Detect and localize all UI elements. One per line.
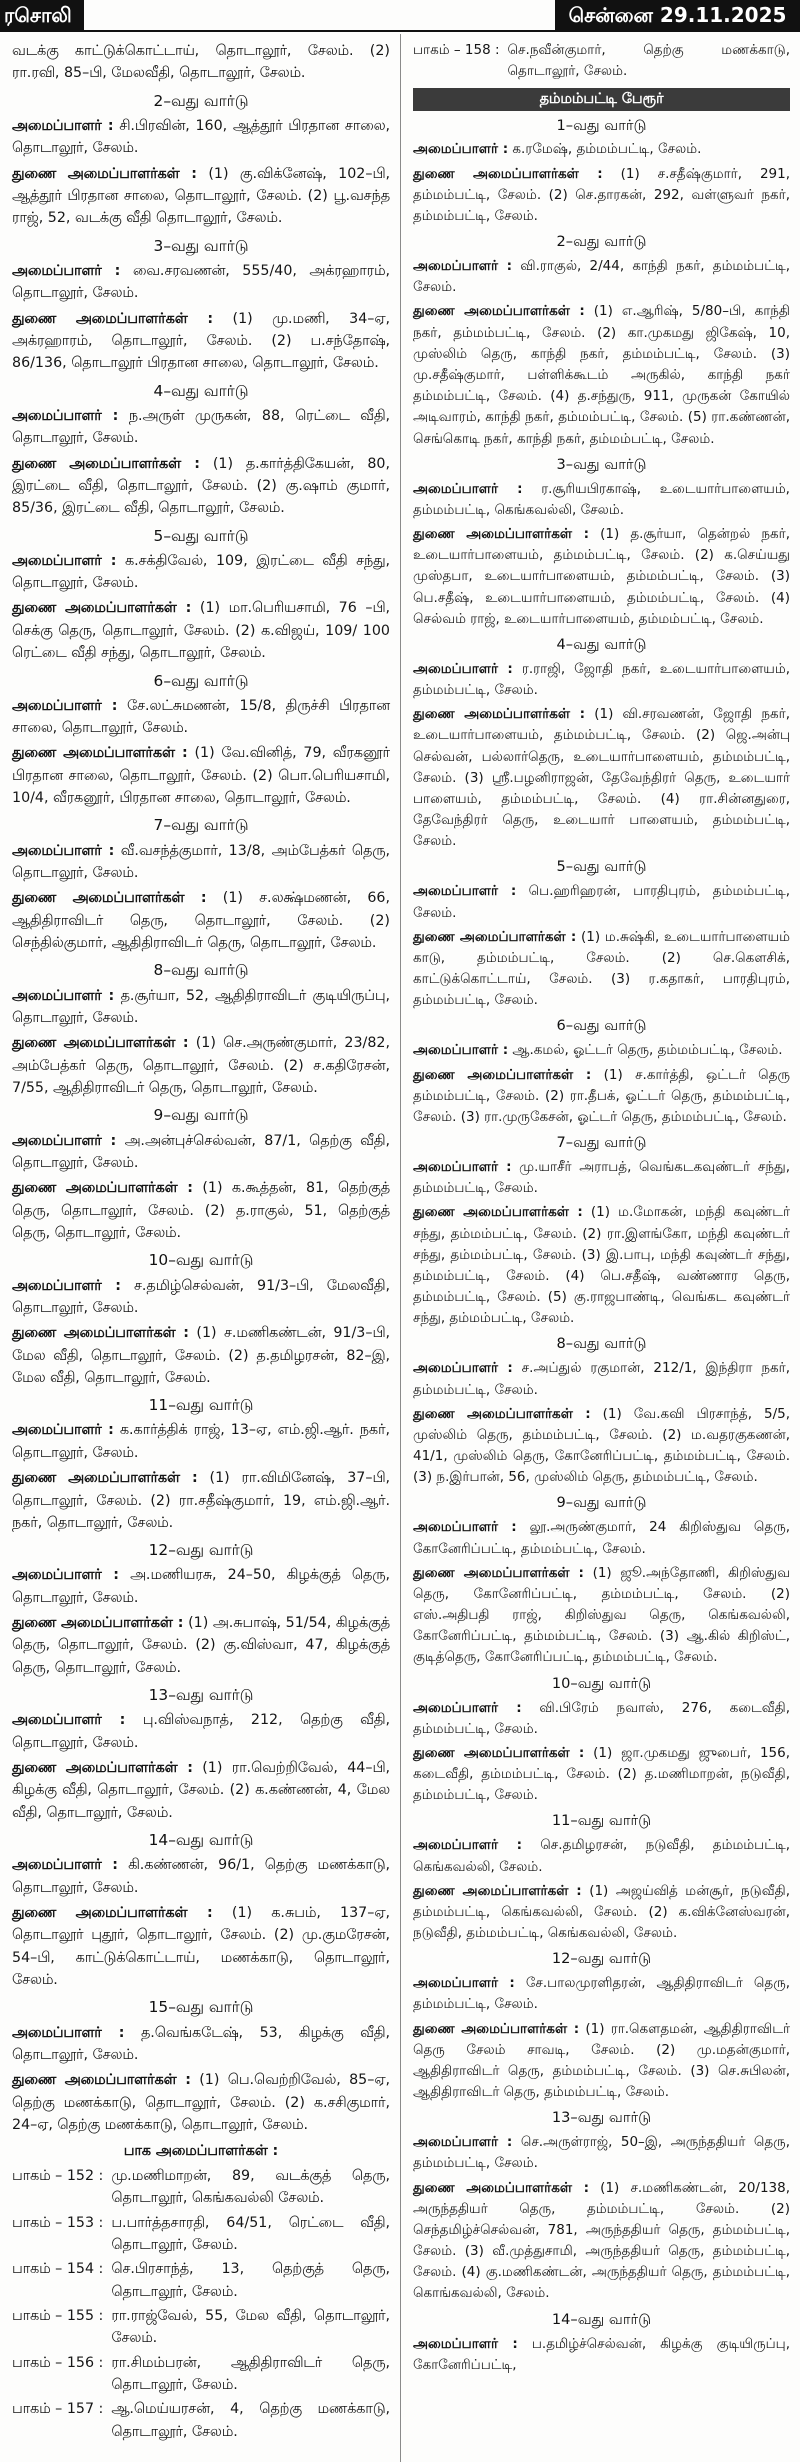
- deputies-details: (1) செ.அருண்குமார், 23/82, அம்பேத்கர் தெரு, தொடாலூர், சேலம். (2) ச.கதிரேசன், 7/55, ஆதிதிராவிடர் தெரு, தொடாலூர், சேலம்.: [12, 1035, 390, 1097]
- organiser-details: கி.கண்ணன், 96/1, தெற்கு மணக்காடு, தொடாலூர், சேலம்.: [12, 1857, 391, 1896]
- ward-section: [12, 379, 390, 520]
- deputies-details: (1) பெ.வெற்றிவேல், 85–ஏ, தெற்கு மணக்காடு, தொடாலூர், சேலம். (2) க.சசிகுமார், 24–ஏ, தெற்கு மணக்காடு, தொடாலூர், சேலம்.: [12, 2072, 390, 2134]
- organiser-label: அமைப்பாளர் :: [413, 660, 513, 677]
- organiser-entry: [12, 260, 390, 305]
- deputies-entry: [413, 1404, 790, 1489]
- organiser-entry: [413, 479, 790, 521]
- organiser-entry: [413, 1157, 790, 1199]
- ward-section: [413, 1810, 790, 1944]
- ward-heading: 14–வது வார்டு: [551, 2310, 652, 2328]
- deputies-label: துணை அமைப்பாளர்கள் :: [12, 310, 214, 327]
- ward-section: [413, 1333, 790, 1488]
- ward-section: [413, 1132, 790, 1329]
- ward-heading: 10–வது வார்டு: [551, 1674, 652, 1692]
- deputies-label: துணை அமைப்பாளர்கள் :: [12, 455, 200, 472]
- organiser-label: அமைப்பாளர் :: [413, 480, 523, 497]
- masthead-city-date: சென்னை 29.11.2025: [555, 0, 800, 30]
- ward-heading: 10–வது வார்டு: [148, 1251, 254, 1270]
- organiser-label: அமைப்பாளர் :: [12, 2024, 125, 2041]
- ward-heading: 9–வது வார்டு: [556, 1494, 647, 1512]
- ward-heading: 2–வது வார்டு: [153, 91, 249, 110]
- ward-heading: 12–வது வார்டு: [148, 1541, 254, 1560]
- organiser-details: வை.சரவணன், 555/40, அக்ரஹாரம், தொடாலூர், சேலம்.: [12, 262, 391, 302]
- deputies-label: துணை அமைப்பாளர்கள் :: [12, 2072, 191, 2089]
- deputies-details: (1) அஜய்வித் மன்சூர், நடுவீதி, தம்மம்பட்டி, கெங்கவல்லி, சேலம். (2) க.விக்னேஸ்வரன், நடுவீதி, தம்மம்பட்டி, கெங்கவல்லி, சேலம்.: [413, 1882, 790, 1942]
- deputies-label: துணை அமைப்பாளர்கள் :: [12, 745, 188, 762]
- organiser-label: அமைப்பாளர் :: [12, 842, 115, 859]
- booth-entry: [12, 2305, 390, 2350]
- organiser-label: அமைப்பாளர் :: [413, 2335, 518, 2352]
- booth-organisers-heading: பாக அமைப்பாளர்கள் :: [123, 2143, 279, 2160]
- organiser-entry: [413, 1358, 790, 1400]
- deputies-entry: [413, 1065, 790, 1129]
- deputies-entry: [12, 163, 390, 230]
- deputies-details: (1) ச.லக்ஷ்மணன், 66, ஆதிதிராவிடர் தெரு, தொடாலூர், சேலம். (2) செந்தில்குமார், ஆதிதிராவிடர் தெரு, தொடாலூர், சேலம்.: [12, 890, 390, 952]
- ward-section: [12, 813, 390, 954]
- deputies-label: துணை அமைப்பாளர்கள் :: [12, 165, 197, 182]
- deputies-label: துணை அமைப்பாளர்கள் :: [413, 2179, 590, 2196]
- organiser-details: ர.ராஜி, ஜோதி நகர், உடையார்பாளையம், தம்மம்பட்டி, சேலம்.: [413, 660, 791, 698]
- organiser-entry: [12, 695, 390, 740]
- organiser-label: அமைப்பாளர் :: [12, 552, 117, 569]
- section-title-bar: தம்மம்பட்டி பேரூர்: [413, 88, 790, 110]
- organiser-details: க.ரமேஷ், தம்மம்பட்டி, சேலம்.: [512, 141, 702, 158]
- deputies-details: (1) க.கூத்தன், 81, தெற்குத் தெரு, தொடாலூர், சேலம். (2) த.ராகுல், 51, தெற்குத் தெரு, தொடாலூர், சேலம்.: [12, 1180, 390, 1241]
- ward-section: [12, 89, 390, 230]
- ward-heading: 11–வது வார்டு: [551, 1812, 652, 1830]
- organiser-details: சே.லட்சுமணன், 15/8, திருச்சி பிரதான சாலை, தொடாலூர், சேலம்.: [12, 697, 390, 737]
- organiser-label: அமைப்பாளர் :: [12, 1567, 119, 1584]
- deputies-label: துணை அமைப்பாளர்கள் :: [12, 1325, 190, 1342]
- deputies-entry: [12, 742, 390, 809]
- deputies-details: (1) வே.வினித், 79, வீரகனூர் பிரதான சாலை, தொடாலூர், சேலம். (2) பொ.பெரியசாமி, 10/4, வீரகனூர், பிரதான சாலை, தொடாலூர், சேலம்.: [12, 745, 390, 807]
- booth-number: பாகம் – 152 :: [12, 2167, 104, 2184]
- organiser-label: அமைப்பாளர் :: [413, 1519, 517, 1536]
- deputies-label: துணை அமைப்பாளர்கள் :: [413, 303, 585, 320]
- deputies-label: துணை அமைப்பாளர்கள் :: [12, 1035, 189, 1052]
- booth-organiser-details: செ.நவீன்குமார், தெற்கு மணக்காடு, தொடாலூர், சேலம்.: [507, 42, 790, 80]
- organiser-entry: [413, 1973, 790, 2015]
- deputies-details: (1) க.சுபம், 137–ஏ, தொடாலூர் புதூர், தொடாலூர், சேலம். (2) மு.குமரேசன், 54–பி, காட்டுக்கொட்டாய், மணக்காடு, தொடாலூர், சேலம்.: [12, 1905, 390, 1989]
- organiser-entry: [12, 115, 390, 160]
- deputies-entry: [12, 1032, 390, 1099]
- deputies-entry: [413, 301, 790, 449]
- ward-section: [12, 1248, 390, 1389]
- booth-entry: [12, 2398, 390, 2443]
- organiser-details: பு.விஸ்வநாத், 212, தெற்கு வீதி, தொடாலூர், சேலம்.: [12, 1712, 391, 1751]
- ward-section: [12, 234, 390, 375]
- organiser-details: அ.மணியரசு, 24–50, கிழக்குத் தெரு, தொடாலூர், சேலம்.: [12, 1567, 390, 1606]
- organiser-label: அமைப்பாளர் :: [413, 2134, 513, 2151]
- organiser-label: அமைப்பாளர் :: [12, 117, 114, 134]
- deputies-label: துணை அமைப்பாளர்கள் :: [413, 165, 603, 182]
- deputies-entry: [12, 1757, 390, 1824]
- organiser-entry: [12, 1130, 390, 1175]
- organiser-entry: [12, 1419, 390, 1464]
- organiser-label: அமைப்பாளர் :: [413, 1042, 509, 1059]
- ward-section: [413, 2107, 790, 2304]
- organiser-entry: [12, 405, 390, 450]
- ward-heading: 5–வது வார்டு: [556, 858, 647, 876]
- organiser-label: அமைப்பாளர் :: [12, 1132, 117, 1149]
- deputies-label: துணை அமைப்பாளர்கள் :: [12, 1180, 193, 1197]
- continuation-text: வடக்கு காட்டுக்கொட்டாய், தொடாலூர், சேலம். (2) ரா.ரவி, 85–பி, மேலவீதி, தொடாலூர், சேலம்.: [12, 43, 390, 82]
- deputies-label: துணை அமைப்பாளர்கள் :: [413, 1066, 592, 1083]
- ward-heading: 15–வது வார்டு: [148, 1998, 254, 2017]
- deputies-details: (1) ஜூ.அந்தோணி, கிறிஸ்துவ தெரு, கோனேரிப்பட்டி, தம்மம்பட்டி, சேலம். (2) எஸ்.அதிபதி ராஜ், கிறிஸ்துவ தெரு, கெங்கவல்லி, கோனேரிப்பட்டி, தம்மம்பட்டி, சேலம். (3) ஆ.கில் கிறிஸ்ட், குடித்தெரு, கோனேரிப்பட்டி, தம்மம்பட்டி, சேலம்.: [413, 1564, 790, 1666]
- deputies-label: துணை அமைப்பாளர்கள் :: [413, 1882, 582, 1899]
- deputies-entry: [12, 887, 390, 954]
- deputies-entry: [12, 1177, 390, 1244]
- organiser-details: வி.ராகுல், 2/44, காந்தி நகர், தம்மம்பட்டி, சேலம்.: [413, 258, 790, 296]
- ward-heading: 13–வது வார்டு: [148, 1686, 254, 1705]
- left-booth-list: [12, 2165, 390, 2443]
- ward-section: [413, 2309, 790, 2376]
- deputies-entry: [413, 1881, 790, 1945]
- ward-heading: 2–வது வார்டு: [556, 233, 647, 251]
- organiser-label: அமைப்பாளர் :: [413, 1837, 523, 1854]
- ward-heading: 6–வது வார்டு: [153, 671, 249, 690]
- ward-section: [12, 1995, 390, 2136]
- ward-section: [413, 454, 790, 630]
- ward-heading: 12–வது வார்டு: [551, 1950, 652, 1968]
- ward-section: [413, 1673, 790, 1807]
- deputies-entry: [413, 164, 790, 228]
- organiser-label: அமைப்பாளர் :: [413, 258, 513, 275]
- deputies-label: துணை அமைப்பாளர்கள் :: [413, 928, 577, 945]
- deputies-details: (1) ச.சதீஷ்குமார், 291, தம்மம்பட்டி, சேலம். (2) செ.தாரகன், 292, வள்ளுவர் நகர், தம்மம்பட்டி, சேலம்.: [413, 165, 791, 224]
- right-ward-list: [413, 115, 790, 2376]
- organiser-entry: [12, 1275, 390, 1320]
- booth-number: பாகம் – 157 :: [12, 2401, 104, 2418]
- organiser-entry: [12, 985, 390, 1030]
- ward-heading: 9–வது வார்டு: [153, 1106, 249, 1125]
- deputies-details: (1) வி.சரவணன், ஜோதி நகர், உடையார்பாளையம், தம்மம்பட்டி, சேலம். (2) ஜெ.அன்பு செல்வன், பல்லார்தெரு, உடையார்பாளையம், தம்மம்பட்டி, சேலம். (3) ஸ்ரீ.பழனிராஜன், தேவேந்திரர் தெரு, உடையார் பாளையம், தம்மம்பட்டி, சேலம். (4) ரா.சின்னதுரை, தேவேந்திரர் தெரு, உடையார் பாளையம், தம்மம்பட்டி, சேலம்.: [413, 706, 791, 850]
- deputies-label: துணை அமைப்பாளர்கள் :: [12, 890, 207, 907]
- organiser-details: செ.தமிழரசன், நடுவீதி, தம்மம்பட்டி, கெங்கவல்லி, சேலம்.: [413, 1837, 790, 1875]
- deputies-entry: [12, 1467, 390, 1534]
- ward-section: [12, 669, 390, 810]
- organiser-label: அமைப்பாளர் :: [413, 1975, 515, 1992]
- organiser-label: அமைப்பாளர் :: [413, 1158, 512, 1175]
- right-booth-list: [413, 40, 790, 82]
- booth-entry: [12, 2258, 390, 2303]
- deputies-details: (1) த.சூர்யா, தென்றல் நகர், உடையார்பாளையம், தம்மம்பட்டி, சேலம். (2) க.செய்யது முஸ்தபா, உடையார்பாளையம், தம்மம்பட்டி, சேலம். (3) பெ.சதீஷ், உடையார்பாளையம், தம்மம்பட்டி, சேலம். (4) செல்வம் ராஜ், உடையார்பாளையம், தம்மம்பட்டி, சேலம்.: [413, 525, 790, 627]
- ward-section: [12, 958, 390, 1099]
- deputies-details: (1) ரா.விமினேஷ், 37–பி, தொடாலூர், சேலம். (2) ரா.சதீஷ்குமார், 19, எம்.ஜி.ஆர். நகர், தொடாலூர், சேலம்.: [12, 1470, 390, 1531]
- booth-number: பாகம் – 153 :: [12, 2214, 104, 2231]
- organiser-details: வீ.வசந்த்குமார், 13/8, அம்பேத்கர் தெரு, தொடாலூர், சேலம்.: [12, 842, 390, 881]
- organiser-entry: [413, 659, 790, 701]
- organiser-entry: [413, 1517, 790, 1559]
- organiser-entry: [413, 1040, 790, 1061]
- deputies-details: (1) எ.ஆரிஷ், 5/80–பி, காந்தி நகர், தம்மம்பட்டி, சேலம். (2) கா.முகமது ஜிகேஷ், 10, முஸ்லிம் தெரு, காந்தி நகர், தம்மம்பட்டி, சேலம். (3) மு.சதீஷ்குமார், பள்ளிக்கூடம் அருகில், காந்தி நகர் தம்மம்பட்டி, சேலம். (4) த.சந்துரு, 911, முருகன் கோயில் அடிவாரம், காந்தி நகர், தம்மம்பட்டி, சேலம். (5) ரா.கண்ணன், செங்கொடி நகர், காந்தி நகர், தம்மம்பட்டி, சேலம்.: [413, 303, 790, 447]
- organiser-details: க.கார்த்திக் ராஜ், 13–ஏ, எம்.ஜி.ஆர். நகர், தொடாலூர், சேலம்.: [12, 1422, 391, 1461]
- left-column: [0, 34, 400, 2462]
- ward-heading: 5–வது வார்டு: [153, 526, 249, 545]
- deputies-label: துணை அமைப்பாளர்கள் :: [413, 525, 589, 542]
- deputies-label: துணை அமைப்பாளர்கள் :: [12, 600, 192, 617]
- organiser-label: அமைப்பாளர் :: [413, 141, 509, 158]
- organiser-details: லூ.அருண்குமார், 24 கிறிஸ்துவ தெரு, கோனேரிப்பட்டி, தம்மம்பட்டி, சேலம்.: [413, 1519, 791, 1557]
- booth-organiser-details: மு.மணிமாறன், 89, வடக்குத் தெரு, தொடாலூர், கெங்கவல்லி சேலம்.: [111, 2167, 390, 2207]
- organiser-entry: [12, 1854, 390, 1899]
- organiser-label: அமைப்பாளர் :: [12, 1712, 126, 1729]
- ward-section: [413, 1948, 790, 2103]
- deputies-label: துணை அமைப்பாளர்கள் :: [413, 2020, 580, 2037]
- organiser-details: ச.அப்துல் ரகுமான், 212/1, இந்திரா நகர், தம்மம்பட்டி, சேலம்.: [413, 1360, 790, 1398]
- ward-heading: 11–வது வார்டு: [148, 1396, 254, 1415]
- deputies-label: துணை அமைப்பாளர்கள் :: [12, 1470, 198, 1487]
- deputies-details: (1) ம.சுஷ்கி, உடையார்பாளையம் காடு, தம்மம்பட்டி, சேலம். (2) செ.கௌசிக், காட்டுக்கொட்டாய், சேலம். (3) ர.கதாகர், பாரதிபுரம், தம்மம்பட்டி, சேலம்.: [413, 928, 791, 1009]
- deputies-entry: [12, 2069, 390, 2136]
- deputies-details: (1) கு.விக்னேஷ், 102–பி, ஆத்தூர் பிரதான சாலை, தொடாலூர், சேலம். (2) பூ.வசந்த ராஜ், 52, வடக்கு வீதி தொடாலூர், சேலம்.: [12, 165, 390, 227]
- organiser-entry: [413, 256, 790, 298]
- deputies-entry: [413, 927, 790, 1012]
- booth-number: பாகம் – 158 :: [413, 42, 500, 58]
- ward-heading: 8–வது வார்டு: [556, 1335, 647, 1353]
- ward-heading: 4–வது வார்டு: [153, 381, 249, 400]
- deputies-details: (1) ஜா.முகமது ஜுபைர், 156, கடைவீதி, தம்மம்பட்டி, சேலம். (2) த.மணிமாறன், நடுவீதி, தம்மம்பட்டி, சேலம்.: [413, 1744, 791, 1804]
- organiser-entry: [12, 550, 390, 595]
- organiser-entry: [413, 1835, 790, 1877]
- organiser-entry: [413, 2132, 790, 2174]
- ward-heading: 4–வது வார்டு: [556, 635, 647, 653]
- booth-entry: [12, 2352, 390, 2397]
- deputies-entry: [12, 1322, 390, 1389]
- deputies-details: (1) ரா.வெற்றிவேல், 44–பி, கிழக்கு வீதி, தொடாலூர், சேலம். (2) க.கண்ணன், 4, மேல வீதி, தொடாலூர், சேலம்.: [12, 1760, 390, 1821]
- deputies-details: (1) மு.மணி, 34–ஏ, அக்ரஹாரம், தொடாலூர், சேலம். (2) ப.சந்தோஷ், 86/136, தொடாலூர் பிரதான சாலை, தொடாலூர், சேலம்.: [12, 310, 390, 372]
- left-ward-list: [12, 89, 390, 2137]
- masthead-paper-name: ரசொலி: [0, 0, 84, 30]
- organiser-label: அமைப்பாளர் :: [413, 1360, 513, 1377]
- ward-section: [12, 1103, 390, 1244]
- organiser-details: க.சக்திவேல், 109, இரட்டை வீதி சந்து, தொடாலூர், சேலம்.: [12, 552, 391, 592]
- organiser-entry: [413, 2334, 790, 2376]
- ward-section: [12, 1828, 390, 1991]
- deputies-entry: [413, 704, 790, 852]
- organiser-entry: [413, 881, 790, 923]
- deputies-details: (1) ம.மோகன், மந்தி கவுண்டர் சந்து, தம்மம்பட்டி, சேலம். (2) ரா.இளங்கோ, மந்தி கவுண்டர் சந்து, தம்மம்பட்டி, சேலம். (3) இ.பாபு, மந்தி கவுண்டர் சந்து, தம்மம்பட்டி, சேலம். (4) பெ.சதீஷ், வண்ணார தெரு, தம்மம்பட்டி, சேலம். (5) கு.ராஜபாண்டி, வெங்கட கவுண்டர் சந்து, தம்மம்பட்டி, சேலம்.: [413, 1204, 790, 1327]
- organiser-details: ஆ.கமல், ஓட்டர் தெரு, தம்மம்பட்டி, சேலம்.: [512, 1042, 783, 1059]
- deputies-details: (1) மா.பெரியசாமி, 76 –பி, செக்கு தெரு, தொடாலூர், சேலம். (2) க.விஜய், 109/ 100 ரெட்டை வீதி சந்து, தொடாலூர், சேலம்.: [12, 600, 390, 662]
- masthead: [0, 0, 800, 32]
- organiser-details: த.சூர்யா, 52, ஆதிதிராவிடர் குடியிருப்பு, தொடாலூர், சேலம்.: [12, 987, 390, 1026]
- deputies-details: (1) த.கார்த்திகேயன், 80, இரட்டை வீதி, தொடாலூர், சேலம். (2) கு.ஷாம் குமார், 85/36, இரட்டை வீதி, தொடாலூர், சேலம்.: [12, 455, 391, 517]
- deputies-details: (1) அ.சுபாஷ், 51/54, கிழக்குத் தெரு, தொடாலூர், சேலம். (2) கு.விஸ்வா, 47, கிழக்குத் தெரு, தொடாலூர், சேலம்.: [12, 1615, 390, 1676]
- organiser-label: அமைப்பாளர் :: [12, 407, 119, 424]
- booth-organiser-details: ப.பார்த்தசாரதி, 64/51, ரெட்டை வீதி, தொடாலூர், சேலம்.: [111, 2214, 390, 2253]
- deputies-entry: [413, 2178, 790, 2305]
- organiser-label: அமைப்பாளர் :: [12, 987, 115, 1004]
- ward-section: [12, 1393, 390, 1534]
- ward-heading: 1–வது வார்டு: [556, 116, 647, 134]
- deputies-entry: [413, 1202, 790, 1329]
- booth-entry: [413, 40, 790, 82]
- deputies-entry: [12, 308, 390, 375]
- booth-organiser-details: ரா.சிமம்பரன், ஆதிதிராவிடர் தெரு, தொடாலூர், சேலம்.: [111, 2354, 390, 2394]
- organiser-details: த.வெங்கடேஷ், 53, கிழக்கு வீதி, தொடாலூர், சேலம்.: [12, 2024, 391, 2063]
- ward-heading: 7–வது வார்டு: [556, 1134, 647, 1152]
- right-column: [401, 34, 800, 2462]
- organiser-details: அ.அன்புச்செல்வன், 87/1, தெற்கு வீதி, தொடாலூர், சேலம்.: [12, 1132, 390, 1171]
- deputies-details: (1) ச.கார்த்தி, ஒட்டர் தெரு தம்மம்பட்டி, சேலம். (2) ரா.தீபக், ஓட்டர் தெரு, தம்மம்பட்டி, சேலம். (3) ரா.முருகேசன், ஓட்டர் தெரு, தம்மம்பட்டி, சேலம்.: [413, 1066, 790, 1125]
- deputies-label: துணை அமைப்பாளர்கள் :: [12, 1615, 184, 1632]
- organiser-label: அமைப்பாளர் :: [12, 262, 121, 279]
- organiser-label: அமைப்பாளர் :: [12, 1422, 114, 1439]
- organiser-label: அமைப்பாளர் :: [413, 883, 517, 900]
- deputies-entry: [413, 524, 790, 630]
- ward-section: [413, 1492, 790, 1668]
- ward-heading: 6–வது வார்டு: [556, 1017, 647, 1035]
- ward-heading: 3–வது வார்டு: [556, 455, 647, 473]
- deputies-label: துணை அமைப்பாளர்கள் :: [413, 1744, 585, 1761]
- organiser-label: அமைப்பாளர் :: [12, 1277, 121, 1294]
- ward-section: [12, 1538, 390, 1679]
- booth-organiser-details: ஆ.மெய்யரசன், 4, தெற்கு மணக்காடு, தொடாலூர், சேலம்.: [111, 2401, 390, 2440]
- deputies-label: துணை அமைப்பாளர்கள் :: [12, 1760, 193, 1777]
- deputies-entry: [413, 1563, 790, 1669]
- booth-number: பாகம் – 155 :: [12, 2307, 104, 2324]
- ward-heading: 7–வது வார்டு: [153, 816, 249, 835]
- organiser-entry: [413, 139, 790, 160]
- ward-section: [413, 634, 790, 853]
- deputies-entry: [413, 2019, 790, 2104]
- ward-section: [12, 524, 390, 665]
- booth-number: பாகம் – 156 :: [12, 2354, 104, 2371]
- organiser-entry: [12, 840, 390, 885]
- booth-entry: [12, 2165, 390, 2210]
- ward-section: [413, 115, 790, 228]
- organiser-details: ர.சூரியபிரகாஷ், உடையார்பாளையம், தம்மம்பட்டி, கெங்கவல்லி, சேலம்.: [413, 480, 790, 518]
- booth-organiser-details: ரா.ராஜ்வேல், 55, மேல வீதி, தொடாலூர், சேலம்.: [111, 2307, 390, 2347]
- deputies-details: (1) ச.மணிகண்டன், 91/3–பி, மேல வீதி, தொடாலூர், சேலம். (2) த.தமிழரசன், 82–இ, மேல வீதி, தொடாலூர், சேலம்.: [12, 1325, 390, 1386]
- organiser-details: பெ.ஹரிஹரன், பாரதிபுரம், தம்மம்பட்டி, சேலம்.: [413, 883, 791, 921]
- deputies-entry: [12, 597, 390, 664]
- masthead-rule: [84, 0, 555, 30]
- booth-number: பாகம் – 154 :: [12, 2261, 104, 2278]
- organiser-label: அமைப்பாளர் :: [12, 1857, 118, 1874]
- organiser-entry: [12, 1709, 390, 1754]
- ward-heading: 13–வது வார்டு: [551, 2109, 652, 2127]
- ward-heading: 14–வது வார்டு: [148, 1831, 254, 1850]
- booth-entry: [12, 2212, 390, 2257]
- deputies-entry: [12, 1902, 390, 1991]
- ward-section: [12, 1683, 390, 1824]
- deputies-entry: [413, 1743, 790, 1807]
- organiser-details: ப.தமிழ்ச்செல்வன், கிழக்கு குடியிருப்பு, கோனேரிப்பட்டி,: [413, 2335, 791, 2373]
- deputies-details: (1) ச.மணிகண்டன், 20/138, அருந்ததியர் தெரு, தம்மம்பட்டி, சேலம். (2) செந்தமிழ்ச்செல்வன், 781, அருந்ததியர் தெரு, தம்மம்பட்டி, சேலம். (3) வீ.முத்துசாமி, அருந்ததியர் தெரு, தம்மம்பட்டி, சேலம். (4) கு.மணிகண்டன், அருந்ததியர் தெரு, தம்மம்பட்டி, கொங்கவல்லி, சேலம்.: [413, 2179, 791, 2302]
- deputies-label: துணை அமைப்பாளர்கள் :: [413, 1405, 591, 1422]
- organiser-details: சி.பிரவின், 160, ஆத்தூர் பிரதான சாலை, தொடாலூர், சேலம்.: [12, 117, 390, 157]
- deputies-entry: [12, 1612, 390, 1679]
- organiser-label: அமைப்பாளர் :: [12, 697, 118, 714]
- ward-heading: 3–வது வார்டு: [153, 236, 249, 255]
- organiser-entry: [12, 1564, 390, 1609]
- booth-organiser-details: செ.பிரசாந்த், 13, தெற்குத் தெரு, தொடாலூர், சேலம்.: [111, 2261, 390, 2300]
- organiser-details: ச.தமிழ்செல்வன், 91/3–பி, மேலவீதி, தொடாலூர், சேலம்.: [12, 1277, 391, 1316]
- ward-section: [413, 856, 790, 1011]
- deputies-details: (1) ரா.கௌதமன், ஆதிதிராவிடர் தெரு சேலம் சாவடி, சேலம். (2) மு.மதன்குமார், ஆதிதிராவிடர் தெரு, தம்மம்பட்டி, சேலம். (3) செ.சுபிலன், ஆதிதிராவிடர் தெரு, தம்மம்பட்டி, சேலம்.: [413, 2020, 790, 2101]
- organiser-details: மு.யாசீர் அராபத், வெங்கடகவுண்டர் சந்து, தம்மம்பட்டி, சேலம்.: [413, 1158, 790, 1197]
- organiser-details: சே.பாலமுரளிதரன், ஆதிதிராவிடர் தெரு, தம்மம்பட்டி, சேலம்.: [413, 1975, 790, 2013]
- deputies-label: துணை அமைப்பாளர்கள் :: [413, 1564, 584, 1581]
- ward-section: [413, 1015, 790, 1128]
- organiser-entry: [413, 1698, 790, 1740]
- deputies-label: துணை அமைப்பாளர்கள் :: [413, 1204, 583, 1221]
- deputies-label: துணை அமைப்பாளர்கள் :: [12, 1905, 213, 1922]
- organiser-label: அமைப்பாளர் :: [413, 1699, 522, 1716]
- deputies-entry: [12, 453, 390, 520]
- ward-section: [413, 231, 790, 450]
- organiser-entry: [12, 2022, 390, 2067]
- deputies-label: துணை அமைப்பாளர்கள் :: [413, 706, 586, 723]
- organiser-details: வி.பிரேம் நவாஸ், 276, கடைவீதி, தம்மம்பட்டி, சேலம்.: [413, 1699, 790, 1737]
- deputies-details: (1) வே.கவி பிரசாந்த், 5/5, முஸ்லிம் தெரு, தம்மம்பட்டி, சேலம். (2) ம.வதரகுகணன், 41/1, முஸ்லிம் தெரு, கோனேரிப்பட்டி, தம்மம்பட்டி, சேலம். (3) ந.இர்பான், 56, முஸ்லிம் தெரு, தம்மம்பட்டி, சேலம்.: [413, 1405, 790, 1486]
- organiser-details: செ.அருள்ராஜ், 50–இ, அருந்ததியர் தெரு, தம்மம்பட்டி, சேலம்.: [413, 2134, 790, 2172]
- ward-heading: 8–வது வார்டு: [153, 961, 249, 980]
- organiser-details: ந.அருள் முருகன், 88, ரெட்டை வீதி, தொடாலூர், சேலம்.: [12, 407, 391, 447]
